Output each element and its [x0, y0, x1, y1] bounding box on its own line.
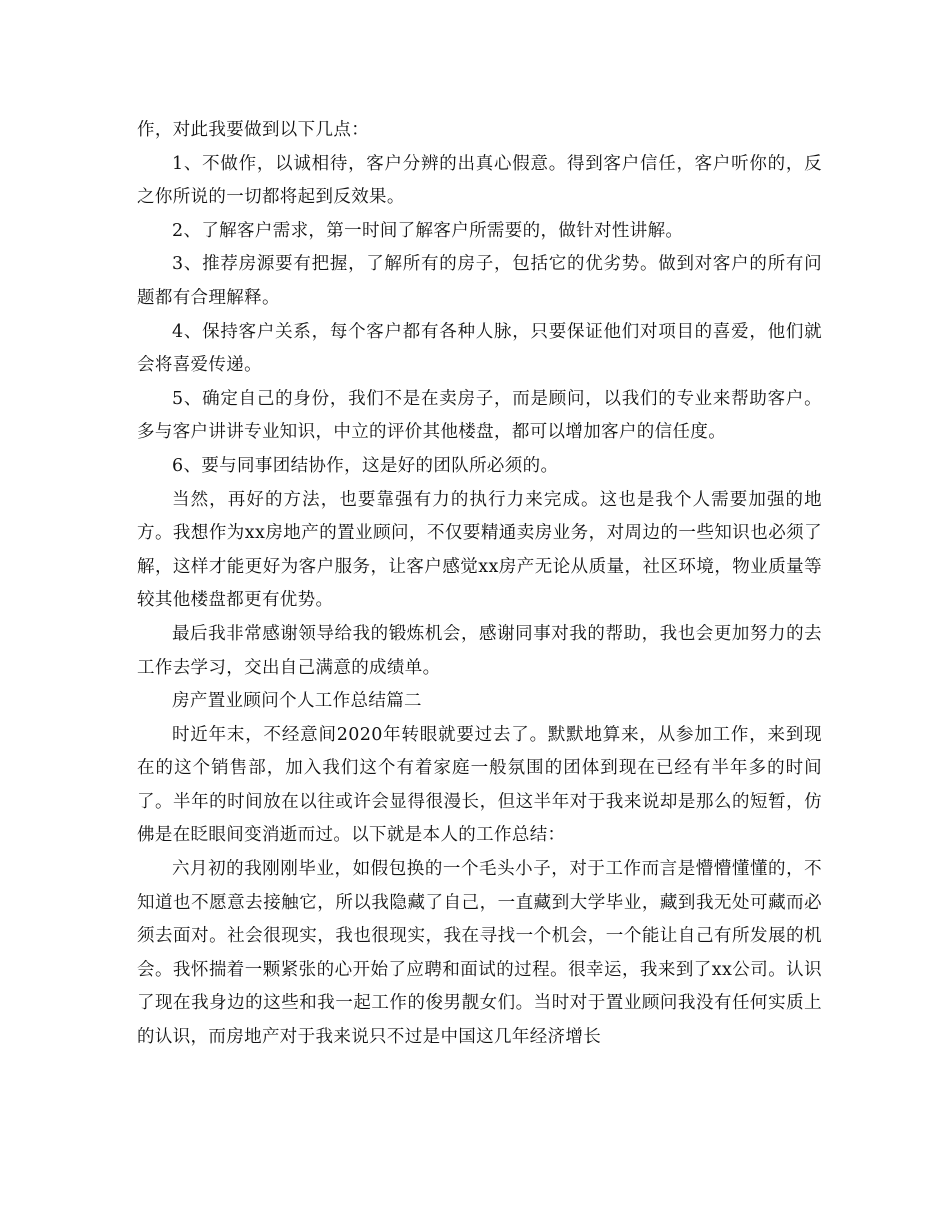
paragraph-point-6: 6、要与同事团结协作，这是好的团队所必须的。 [172, 455, 559, 476]
paragraph-point-2: 2、了解客户需求，第一时间了解客户所需要的，做针对性讲解。 [172, 220, 684, 241]
paragraph-june: 六月初的我刚刚毕业，如假包换的一个毛头小子，对于工作而言是懵懵懂懂的，不知道也不愿意去接触它，所以我隐藏了自己，一直藏到大学毕业，藏到我无处可藏而必须去面对。社会很现实，我也很现实，我在寻找一个机会，一个能让自己有所发展的机会。我怀揣着一颗紧张的心开始了应聘和面试的过程。很幸运，我来到了xx公司。认识了现在我身边的这些和我一起工作的俊男靓女们。当时对于置业顾问我没有任何实质上的认识，而房地产对于我来说只不过是中国这几年经济增长 [137, 859, 822, 1048]
document-body [137, 114, 822, 1055]
paragraph-point-3: 3、推荐房源要有把握，了解所有的房子，包括它的优劣势。做到对客户的所有问题都有合理解释。 [137, 254, 822, 308]
paragraph-continuation: 作，对此我要做到以下几点： [137, 120, 370, 140]
paragraph-execution: 当然，再好的方法，也要靠强有力的执行力来完成。这也是我个人需要加强的地方。我想作为xx房地产的置业顾问，不仅要精通卖房业务，对周边的一些知识也必须了解，这样才能更好为客户服务，让客户感觉xx房产无论从质量，社区环境，物业质量等较其他楼盘都更有优势。 [137, 489, 822, 611]
paragraph-year-end: 时近年末，不经意间2020年转眼就要过去了。默默地算来，从参加工作，来到现在的这个销售部，加入我们这个有着家庭一般氛围的团体到现在已经有半年多的时间了。半年的时间放在以往或许会显得很漫长，但这半年对于我来说却是那么的短暂，仿佛是在眨眼间变消逝而过。以下就是本人的工作总结： [137, 724, 822, 846]
paragraph-point-4: 4、保持客户关系，每个客户都有各种人脉，只要保证他们对项目的喜爱，他们就会将喜爱传递。 [137, 321, 822, 376]
section-heading: 房产置业顾问个人工作总结篇二 [172, 691, 422, 712]
paragraph-point-5: 5、确定自己的身份，我们不是在卖房子，而是顾问，以我们的专业来帮助客户。多与客户讲讲专业知识，中立的评价其他楼盘，都可以增加客户的信任度。 [137, 388, 822, 443]
paragraph-thanks: 最后我非常感谢领导给我的锻炼机会，感谢同事对我的帮助，我也会更加努力的去工作去学习，交出自己满意的成绩单。 [137, 623, 822, 678]
paragraph-point-1: 1、不做作，以诚相待，客户分辨的出真心假意。得到客户信任，客户听你的，反之你所说的一切都将起到反效果。 [137, 153, 822, 208]
